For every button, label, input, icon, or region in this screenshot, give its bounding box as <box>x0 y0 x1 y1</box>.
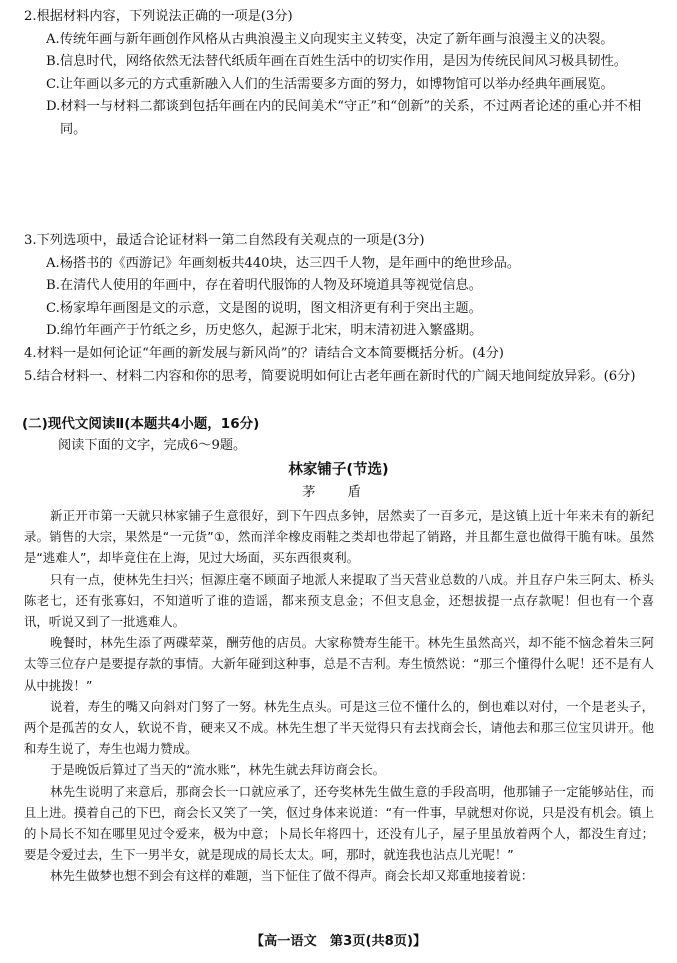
paragraph: 林先生做梦也想不到会有这样的难题，当下怔住了做不得声。商会长却又郑重地接着说： <box>50 868 534 884</box>
option-d: D.绵竹年画产于竹纸之乡，历史悠久，起源于北宋，明末清初进入繁盛期。 <box>46 323 483 338</box>
question-stem: 3.下列选项中，最适合论证材料一第二自然段有关观点的一项是(3分) <box>24 233 425 248</box>
option-d: D.材料一与材料二都谈到包括年画在内的民间美术“守正”和“创新”的关系，不过两者论述的重心并不相同。 <box>46 99 642 137</box>
option-a: A.杨搭书的《西游记》年画刻板共440块，达三四千人物，是年画中的绝世珍品。 <box>46 255 521 271</box>
section-intro: 阅读下面的文字，完成6～9题。 <box>58 438 247 453</box>
question-3 <box>24 230 654 343</box>
option-c: C.让年画以多元的方式重新融入人们的生活需要多方面的努力，如博物馆可以举办经典年画展览。 <box>46 76 614 92</box>
question-stem: 2.根据材料内容，下列说法正确的一项是(3分) <box>24 9 293 24</box>
question-stem: 4.材料一是如何论证“年画的新发展与新风尚”的？请结合文本简要概括分析。(4分) <box>24 346 504 361</box>
paragraph: 于是晚饭后算过了当天的“流水账”，林先生就去拜访商会长。 <box>50 762 385 778</box>
section-heading: (二)现代文阅读Ⅱ(本题共4小题，16分) <box>22 416 260 432</box>
paragraph: 新正开市第一天就只林家铺子生意很好，到下午四点多钟，居然卖了一百多元，是这镇上近十年来未有的新纪录。销售的大宗，果然是“一元货”①，然而洋伞橡皮雨鞋之类却也带起了销路，并且都生意也做得干脆有味。虽然是“逃难人”，却毕竟住在上海，见过大场面，买东西很爽利。 <box>24 508 654 566</box>
paragraph: 林先生说明了来意后，那商会长一口就应承了，还夸奖林先生做生意的手段高明，他那铺子一定能够站住，而且上进。摸着自己的下巴，商会长又笑了一笑，伛过身体来说道：“有一件事，早就想对你说，只是没有机会。镇上的卜局长不知在哪里见过令爱来，极为中意；卜局长年将四十，还没有儿子，屋子里虽放着两个人，都没生育过；要是令爱过去，生下一男半女，就是现成的局长太太。呵，那时，就连我也沾点儿光呢！” <box>24 783 654 863</box>
paragraph: 只有一点，使林先生扫兴；恒源庄毫不顾面子地派人来提取了当天营业总数的八成。并且存户朱三阿太、桥头陈老七，还有张寡妇，不知道听了谁的造谣，都来预支息金；不但支息金，还想拔提一点存款呢！但也有一个喜讯，听说又到了一批逃难人。 <box>24 571 654 630</box>
question-2 <box>24 6 654 141</box>
option-c: C.杨家埠年画图是文的示意，文是图的说明，图文相济更有利于突出主题。 <box>46 300 482 316</box>
article-body <box>24 505 654 887</box>
option-b: B.在清代人使用的年画中，存在着明代服饰的人物及环境道具等视觉信息。 <box>46 278 482 293</box>
option-b: B.信息时代，网络依然无法替代纸质年画在百姓生活中的切实作用，是因为传统民间风习极具韧性。 <box>46 54 627 69</box>
question-stem: 5.结合材料一、材料二内容和你的思考，简要说明如何让古老年画在新时代的广阔天地间绽放异彩。(6分) <box>24 369 636 384</box>
question-4 <box>24 343 654 366</box>
article-title: 林家铺子(节选) <box>288 462 389 478</box>
question-5 <box>24 366 654 389</box>
option-a: A.传统年画与新年画创作风格从古典浪漫主义向现实主义转变，决定了新年画与浪漫主义的决裂。 <box>46 31 614 47</box>
paragraph: 说着，寿生的嘴又向斜对门努了一努。林先生点头。可是这三位不懂什么的，倒也难以对付，一个是老头子，两个是孤苦的女人，软说不肯，硬来又不成。林先生想了半天觉得只有去找商会长，请他去和那三位宝贝讲开。他和寿生说了，寿生也竭力赞成。 <box>24 698 654 757</box>
paragraph: 晚餐时，林先生添了两碟荤菜，酬劳他的店员。大家称赞寿生能干。林先生虽然高兴，却不能不恼念着朱三阿太等三位存户是要提存款的事情。大新年碰到这种事，总是不吉利。寿生愤然说：“那三个懂得什么呢！还不是有人从中挑拨！” <box>24 635 654 693</box>
article-author: 茅 盾 <box>302 485 375 500</box>
page-footer: 【高一语文 第3页(共8页)】 <box>250 934 427 949</box>
